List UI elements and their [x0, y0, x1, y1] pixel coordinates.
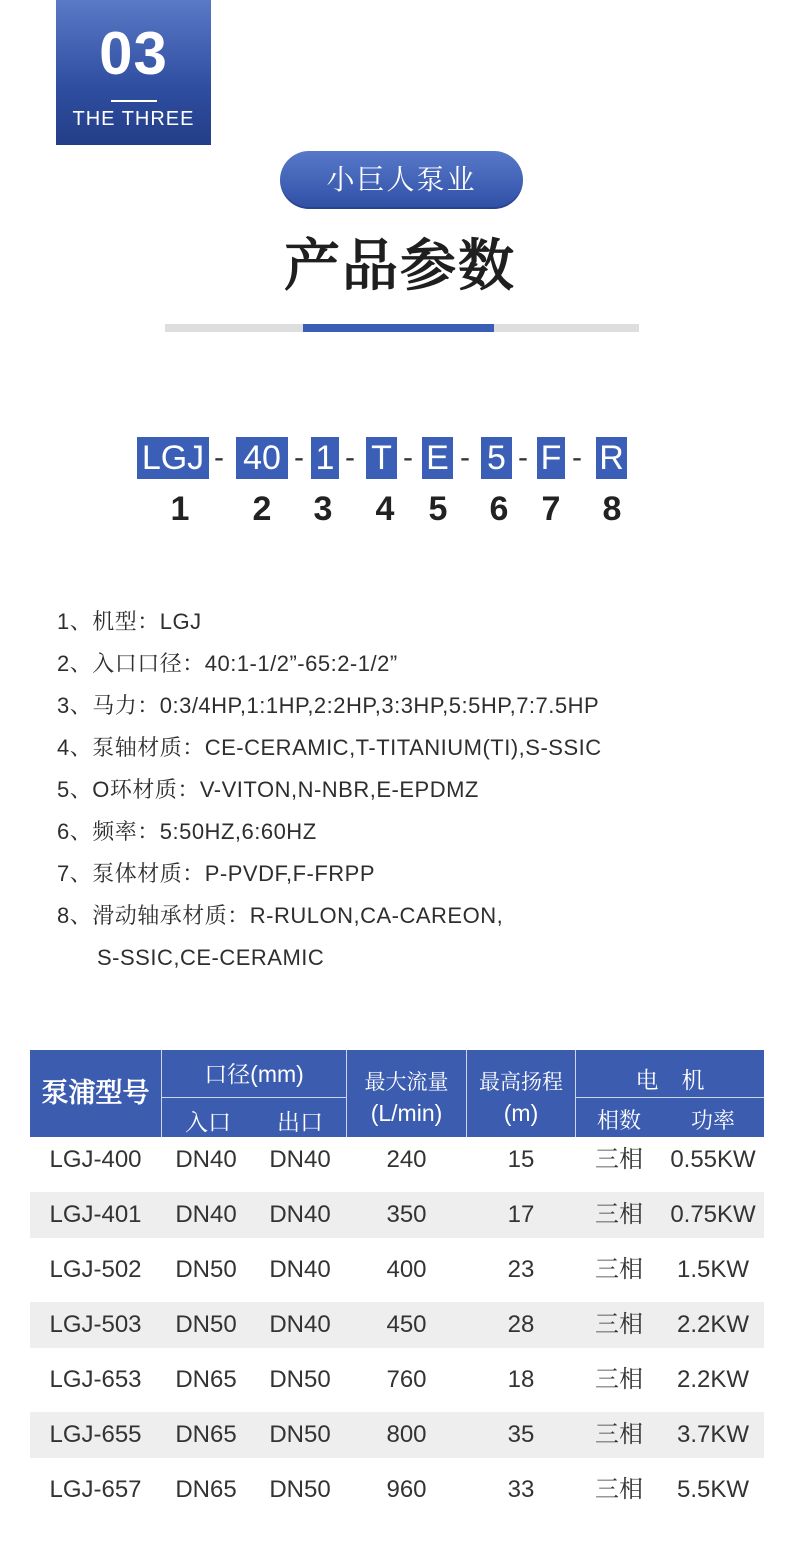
cell-phase: 三相	[595, 1256, 643, 1283]
code-box-2: 40	[236, 437, 288, 479]
header-head-unit: (m)	[503, 1100, 539, 1126]
cell-power: 2.2KW	[676, 1366, 750, 1393]
cell-model: LGJ-657	[49, 1476, 142, 1503]
cell-power: 2.2KW	[676, 1311, 750, 1338]
cell-flow: 800	[386, 1421, 427, 1448]
cell-flow: 400	[386, 1256, 427, 1283]
cell-head: 18	[507, 1366, 535, 1393]
spec-item-continued: S-SSIC,CE-CERAMIC	[97, 945, 325, 970]
spec-item: 3、马力：0:3/4HP,1:1HP,2:2HP,3:3HP,5:5HP,7:7.5HP	[57, 693, 600, 718]
code-index-6: 6	[489, 490, 509, 528]
cell-head: 28	[507, 1311, 535, 1338]
cell-flow: 350	[386, 1201, 427, 1228]
cell-flow: 240	[386, 1146, 427, 1173]
code-index-5: 5	[428, 490, 448, 528]
cell-inlet: DN40	[175, 1201, 237, 1228]
page-title: 产品参数	[284, 234, 516, 297]
cell-inlet: DN40	[175, 1146, 237, 1173]
header-motor: 电 机	[635, 1067, 705, 1093]
cell-phase: 三相	[595, 1201, 643, 1228]
cell-power: 0.75KW	[670, 1201, 756, 1228]
cell-flow: 960	[386, 1476, 427, 1503]
code-separator: -	[518, 441, 528, 474]
code-box-5: E	[422, 437, 453, 479]
table-row	[30, 1247, 764, 1293]
title-underline-accent	[303, 324, 494, 332]
spec-list	[57, 601, 602, 979]
brand-pill: 小巨人泵业	[280, 151, 523, 209]
code-separator: -	[403, 441, 413, 474]
code-separator: -	[460, 441, 470, 474]
header-inlet: 入口	[185, 1109, 231, 1135]
cell-head: 23	[507, 1256, 535, 1283]
spec-item: 1、机型：LGJ	[57, 609, 202, 634]
cell-power: 0.55KW	[670, 1146, 756, 1173]
cell-inlet: DN65	[175, 1366, 237, 1393]
code-index-4: 4	[375, 490, 395, 528]
code-box-7: F	[537, 437, 565, 479]
cell-phase: 三相	[595, 1421, 643, 1448]
cell-outlet: DN40	[269, 1201, 331, 1228]
header-caliber: 口径(mm)	[204, 1061, 304, 1087]
cell-inlet: DN65	[175, 1476, 237, 1503]
code-box-4: T	[366, 437, 397, 479]
spec-item: 6、频率：5:50HZ,6:60HZ	[57, 819, 317, 844]
header-model: 泵浦型号	[41, 1078, 150, 1108]
code-separator: -	[294, 441, 304, 474]
spec-item: 7、泵体材质：P-PVDF,F-FRPP	[57, 861, 376, 886]
table-row	[30, 1467, 764, 1513]
cell-phase: 三相	[595, 1146, 643, 1173]
cell-outlet: DN50	[269, 1476, 331, 1503]
section-badge	[56, 0, 211, 145]
cell-outlet: DN40	[269, 1146, 331, 1173]
code-box-6: 5	[481, 437, 512, 479]
section-number: 03	[99, 20, 168, 87]
header-outlet: 出口	[277, 1109, 323, 1135]
header-head: 最高扬程	[479, 1071, 563, 1094]
cell-outlet: DN50	[269, 1366, 331, 1393]
header-divider	[575, 1050, 576, 1137]
header-divider	[162, 1097, 346, 1098]
code-box-8: R	[596, 437, 627, 479]
header-power: 功率	[690, 1108, 735, 1133]
cell-inlet: DN50	[175, 1311, 237, 1338]
code-box-3: 1	[311, 437, 339, 479]
cell-phase: 三相	[595, 1311, 643, 1338]
cell-model: LGJ-503	[49, 1311, 142, 1338]
cell-phase: 三相	[595, 1476, 643, 1503]
cell-head: 33	[507, 1476, 535, 1503]
table-row	[30, 1302, 764, 1348]
badge-divider	[111, 100, 157, 102]
cell-model: LGJ-502	[49, 1256, 142, 1283]
table-row	[30, 1412, 764, 1458]
section-subtitle: THE THREE	[72, 108, 195, 130]
header-divider	[161, 1050, 162, 1137]
cell-head: 15	[507, 1146, 535, 1173]
code-index-3: 3	[313, 490, 333, 528]
code-index-7: 7	[541, 490, 561, 528]
cell-inlet: DN50	[175, 1256, 237, 1283]
spec-item: 5、O环材质：V-VITON,N-NBR,E-EPDMZ	[57, 777, 479, 802]
header-phase: 相数	[596, 1108, 641, 1133]
cell-head: 35	[507, 1421, 535, 1448]
cell-model: LGJ-400	[49, 1146, 142, 1173]
code-separator: -	[214, 441, 224, 474]
cell-outlet: DN40	[269, 1311, 331, 1338]
code-separator: -	[345, 441, 355, 474]
code-separator: -	[572, 441, 582, 474]
cell-inlet: DN65	[175, 1421, 237, 1448]
cell-flow: 450	[386, 1311, 427, 1338]
cell-model: LGJ-401	[49, 1201, 142, 1228]
code-index-8: 8	[602, 490, 622, 528]
code-index-2: 2	[252, 490, 272, 528]
cell-phase: 三相	[595, 1366, 643, 1393]
spec-item: 8、滑动轴承材质：R-RULON,CA-CAREON,	[57, 903, 504, 928]
cell-model: LGJ-653	[49, 1366, 142, 1393]
table-row	[30, 1357, 764, 1403]
table-row	[30, 1137, 764, 1183]
cell-outlet: DN50	[269, 1421, 331, 1448]
header-flow-unit: (L/min)	[370, 1100, 443, 1126]
cell-head: 17	[507, 1201, 535, 1228]
spec-item: 4、泵轴材质：CE-CERAMIC,T-TITANIUM(TI),S-SSIC	[57, 735, 602, 760]
table-row	[30, 1192, 764, 1238]
cell-model: LGJ-655	[49, 1421, 142, 1448]
cell-power: 1.5KW	[676, 1256, 750, 1283]
header-flow: 最大流量	[364, 1071, 449, 1094]
cell-outlet: DN40	[269, 1256, 331, 1283]
cell-flow: 760	[386, 1366, 427, 1393]
code-index-1: 1	[170, 490, 190, 528]
header-divider	[466, 1050, 467, 1137]
header-divider	[576, 1097, 764, 1098]
code-box-1: LGJ	[137, 437, 209, 479]
cell-power: 5.5KW	[676, 1476, 750, 1503]
header-divider	[346, 1050, 347, 1137]
spec-item: 2、入口口径：40:1-1/2”-65:2-1/2”	[57, 651, 398, 676]
cell-power: 3.7KW	[676, 1421, 750, 1448]
